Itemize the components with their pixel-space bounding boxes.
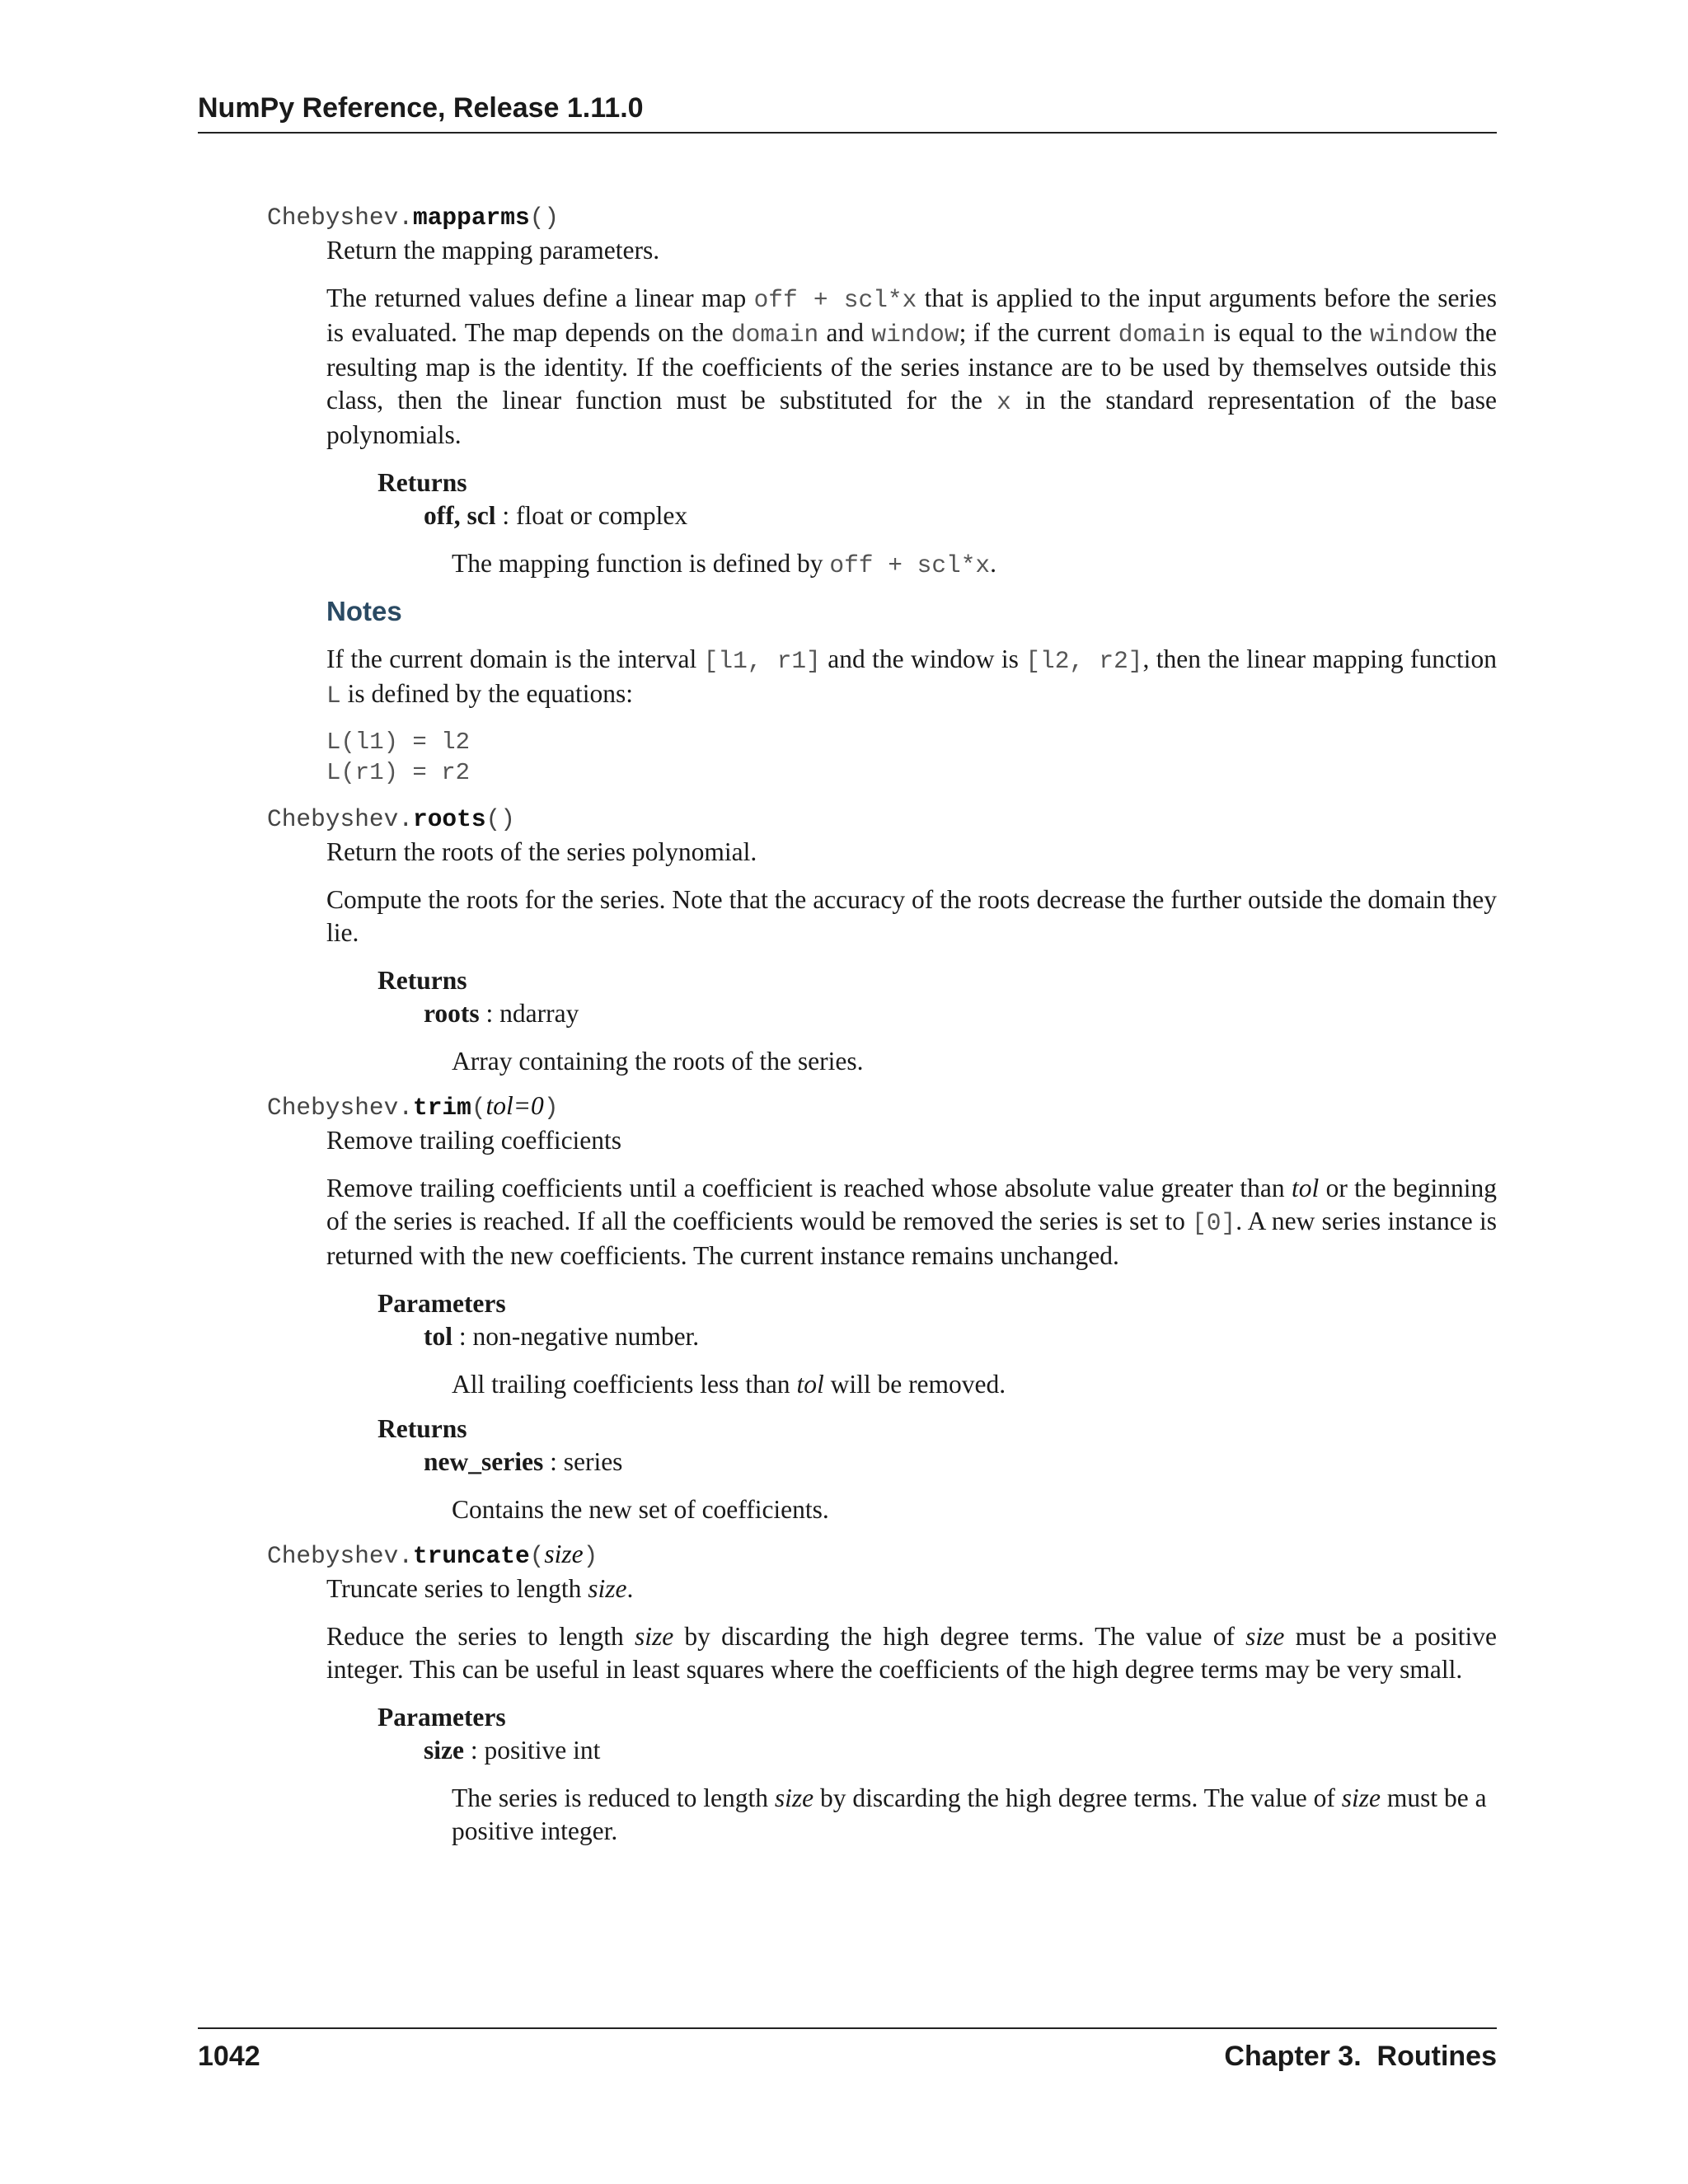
- method-signature: Chebyshev.truncate(size): [267, 1540, 598, 1570]
- method-args: size: [544, 1540, 584, 1568]
- method-name: truncate: [413, 1542, 530, 1570]
- method-truncate: [267, 1538, 1497, 1848]
- class-prefix: Chebyshev.: [267, 1542, 414, 1570]
- method-summary: Remove trailing coefficients: [326, 1126, 622, 1155]
- return-type: off, scl : float or complex: [424, 501, 688, 530]
- method-description: [326, 836, 1497, 1078]
- paragraph: The returned values define a linear map off + scl*x that is applied to the input arguments before the series is evaluated. The map depends on the domain and window; if the current domain is equal to the window the resulting map is the identity. If the coefficients of the series instance are to be used by themselves outside this class, then the linear function must be substituted for the x in the standard representation of the base polynomials.: [326, 284, 1498, 449]
- return-description: Array containing the roots of the series.: [452, 1047, 864, 1076]
- method-summary: Truncate series to length size.: [326, 1574, 634, 1603]
- parameters-field: [377, 1287, 1497, 1401]
- method-description: [326, 234, 1497, 788]
- method-signature: Chebyshev.roots(): [267, 805, 515, 833]
- method-mapparms: [267, 201, 1497, 788]
- field-label: Parameters: [377, 1703, 506, 1732]
- return-description: The mapping function is defined by off + scl*x.: [452, 549, 997, 579]
- method-name: trim: [413, 1094, 471, 1122]
- param-description: All trailing coefficients less than tol will be removed.: [452, 1370, 1006, 1399]
- field-label: Parameters: [377, 1289, 506, 1318]
- class-prefix: Chebyshev.: [267, 1094, 414, 1122]
- return-type: new_series : series: [424, 1447, 623, 1476]
- returns-field: [377, 964, 1497, 1078]
- field-label: Returns: [377, 1414, 467, 1443]
- notes-heading: Notes: [326, 596, 402, 626]
- page-content: [267, 201, 1497, 1859]
- method-name: roots: [413, 805, 486, 833]
- notes-paragraph: If the current domain is the interval [l1, r1] and the window is [l2, r2], then the linear mapping function L is defined by the equations:: [326, 644, 1498, 710]
- return-type: roots : ndarray: [424, 999, 579, 1028]
- returns-field: [377, 1413, 1497, 1526]
- return-description: Contains the new set of coefficients.: [452, 1495, 829, 1524]
- method-roots: [267, 803, 1497, 1078]
- method-summary: Return the roots of the series polynomial.: [326, 837, 757, 866]
- method-signature: Chebyshev.mapparms(): [267, 204, 560, 232]
- method-trim: [267, 1090, 1497, 1526]
- equations-block: L(l1) = l2 L(r1) = r2: [326, 729, 471, 786]
- page-footer: [198, 2027, 1497, 2079]
- class-prefix: Chebyshev.: [267, 204, 414, 232]
- paragraph: Remove trailing coefficients until a coefficient is reached whose absolute value greater than tol or the beginning of the series is reached. If all the coefficients would be removed the series is set to [0]. A new series instance is returned with the new coefficients. The current instance remains unchanged.: [326, 1174, 1497, 1270]
- method-name: mapparms: [413, 204, 530, 232]
- chapter-title: Chapter 3. Routines: [1224, 2041, 1497, 2072]
- class-prefix: Chebyshev.: [267, 805, 414, 833]
- param-description: The series is reduced to length size by discarding the high degree terms. The value of size must be a positive integer.: [452, 1783, 1487, 1845]
- method-args: tol=0: [485, 1091, 544, 1120]
- method-description: [326, 1572, 1497, 1848]
- method-summary: Return the mapping parameters.: [326, 236, 660, 265]
- paragraph: Reduce the series to length size by discarding the high degree terms. The value of size must be a positive integer. This can be useful in least squares where the coefficients of the high degree terms may be very small.: [326, 1622, 1497, 1684]
- header-title: NumPy Reference, Release 1.11.0: [198, 92, 644, 124]
- method-description: [326, 1124, 1497, 1526]
- returns-field: [377, 466, 1497, 582]
- page-number: 1042: [198, 2041, 260, 2072]
- param-type: tol : non-negative number.: [424, 1322, 700, 1351]
- field-label: Returns: [377, 468, 467, 497]
- field-label: Returns: [377, 966, 467, 995]
- param-type: size : positive int: [424, 1736, 601, 1765]
- parameters-field: [377, 1701, 1497, 1848]
- method-signature: Chebyshev.trim(tol=0): [267, 1091, 559, 1122]
- page-header: [198, 91, 1497, 134]
- paragraph: Compute the roots for the series. Note that the accuracy of the roots decrease the further outside the domain they lie.: [326, 885, 1497, 947]
